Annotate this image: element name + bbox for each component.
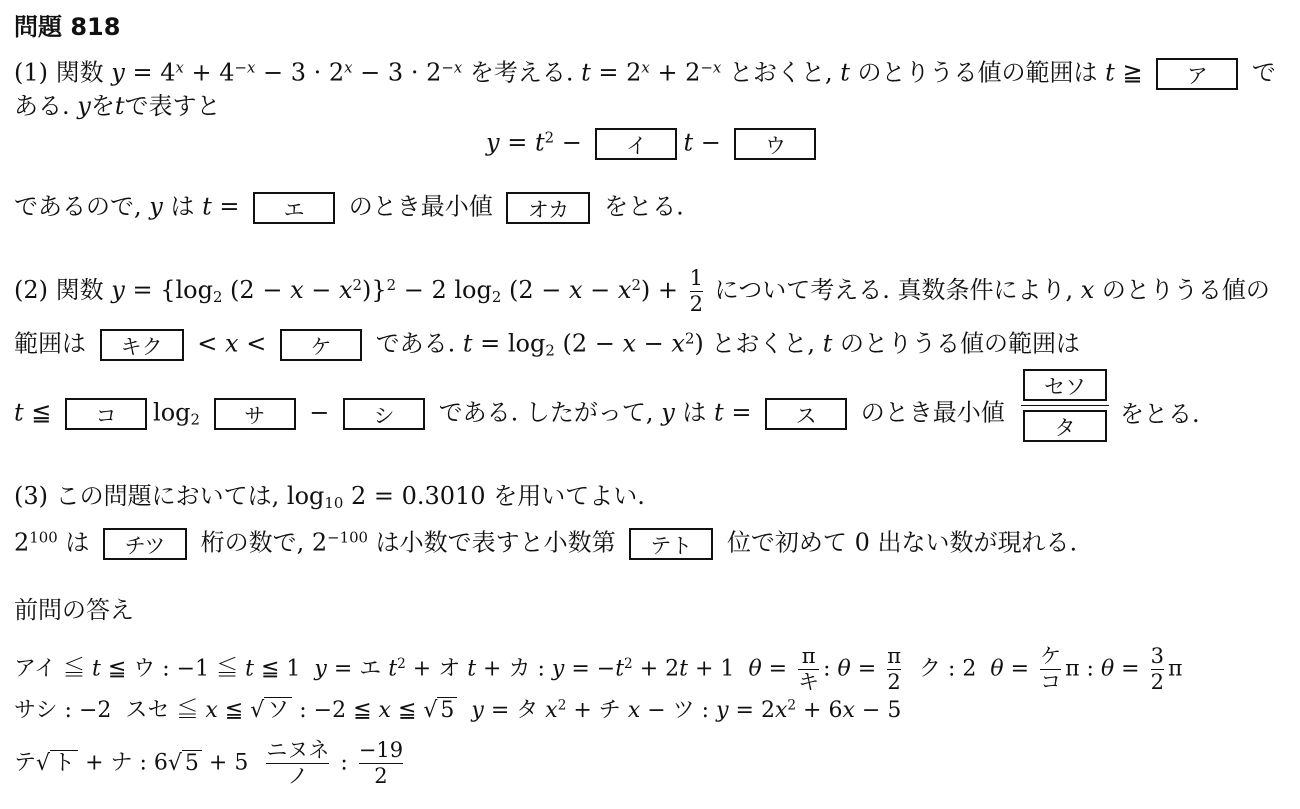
answer-box-oka[interactable]: オカ [506, 192, 590, 224]
fraction-3-2: $\frac{3}{2}$ [1150, 644, 1164, 694]
part1-equation: $y = t^2$ − イ t − ウ [486, 128, 822, 160]
part2-line3: t ≦ コ $\log_2$ サ − シ である. したがって, y は t = ス のとき最小値 [14, 398, 1005, 429]
answer-box-ko[interactable]: コ [65, 398, 147, 430]
fraction-pi-ki: $\frac{\pi}{\text{キ}}$ [798, 644, 820, 694]
answer-box-ke[interactable]: ケ [280, 329, 362, 361]
previous-answers-heading: 前問の答え [14, 596, 134, 624]
answer-box-i[interactable]: イ [595, 128, 677, 160]
answer-box-e[interactable]: エ [253, 192, 335, 224]
answer-box-ta[interactable]: タ [1023, 410, 1107, 442]
fraction-pi-2: $\frac{\pi}{2}$ [887, 644, 901, 694]
part2-line1: (2) 関数 $y = \{\log_2$ $(2 - x - x^2)\}^2 - 2$ $\log_2 (2 - x - x^2)$ + $\frac{1}{2}$ について考える. 真数条件により, x のとりうる値の [14, 266, 1270, 316]
part1-line1: (1) 関数 $y = 4^x + 4^{-x} - 3 \cdot 2^x - 3 \cdot 2^{-x}$ を考える. $t = 2^x + 2^{-x}$ とおくと, t のとりうる値の範囲は t ≧ ア で [14, 58, 1276, 88]
part2-line2: 範囲は キク < x < ケ である. $t = \log_2 (2 - x - x^2)$ とおくと, t のとりうる値の範囲は [14, 329, 1080, 360]
answer-box-u[interactable]: ウ [734, 128, 816, 160]
previous-answers-row1: アイ ≦ t ≦ ウ : −1 ≦ t ≦ 1 y = エ $t^2$ + オ t + カ : $y = -t^2 + 2t + 1$ θ = $\frac{\pi}{\text{キ}}$ : θ = $\frac{\pi}{2}$ ク : 2 θ = $\frac{\text{ケ}}{\text{コ}}$ π : θ = $\frac{3}{2}$ π [14, 644, 1183, 694]
part2-suffix: をとる. [1120, 400, 1200, 428]
fraction-seso-ta [1021, 369, 1109, 442]
answer-box-chitsu[interactable]: チツ [103, 528, 187, 560]
answer-box-shi[interactable]: シ [343, 398, 425, 430]
part1-line4: であるので, y は t = エ のとき最小値 オカ をとる. [14, 192, 684, 222]
problem-title: 問題 818 [14, 13, 121, 41]
part1-line2: ある. yをtで表すと [14, 92, 221, 120]
answer-box-sa[interactable]: サ [214, 398, 296, 430]
part3-line2: $2^{100}$ は チツ 桁の数で, $2^{-100}$ は小数で表すと小数第 テト 位で初めて 0 出ない数が現れる. [14, 528, 1078, 558]
previous-answers-row2: サシ : −2 スセ ≦ x ≦ √ ソ : −2 ≦ x ≦ √ 5 y = タ $x^2$ + チ x − ツ : $y = 2x^2 + 6x - 5$ [14, 697, 902, 723]
answer-box-kiku[interactable]: キク [100, 329, 184, 361]
answer-box-su[interactable]: ス [765, 398, 847, 430]
fraction-one-half: $\frac{1}{2}$ [689, 266, 704, 316]
previous-answers-row3: テ√ ト + ナ : 6√ 5 + 5 $\frac{\text{ニヌネ}}{\text{ノ}}$ : $\frac{-19}{2}$ [14, 738, 404, 788]
fraction-ninune-no: $\frac{\text{ニヌネ}}{\text{ノ}}$ [266, 738, 330, 788]
answer-box-seso[interactable]: セソ [1023, 369, 1107, 401]
answer-box-teto[interactable]: テト [629, 528, 713, 560]
part3-line1: (3) この問題においては, $\log_{10} 2 = 0.3010$ を用いてよい. [14, 482, 645, 513]
fraction-ke-ko: $\frac{\text{ケ}}{\text{コ}}$ [1040, 644, 1062, 694]
fraction-minus19-2: $\frac{-19}{2}$ [358, 738, 404, 788]
answer-box-a[interactable]: ア [1156, 58, 1238, 90]
